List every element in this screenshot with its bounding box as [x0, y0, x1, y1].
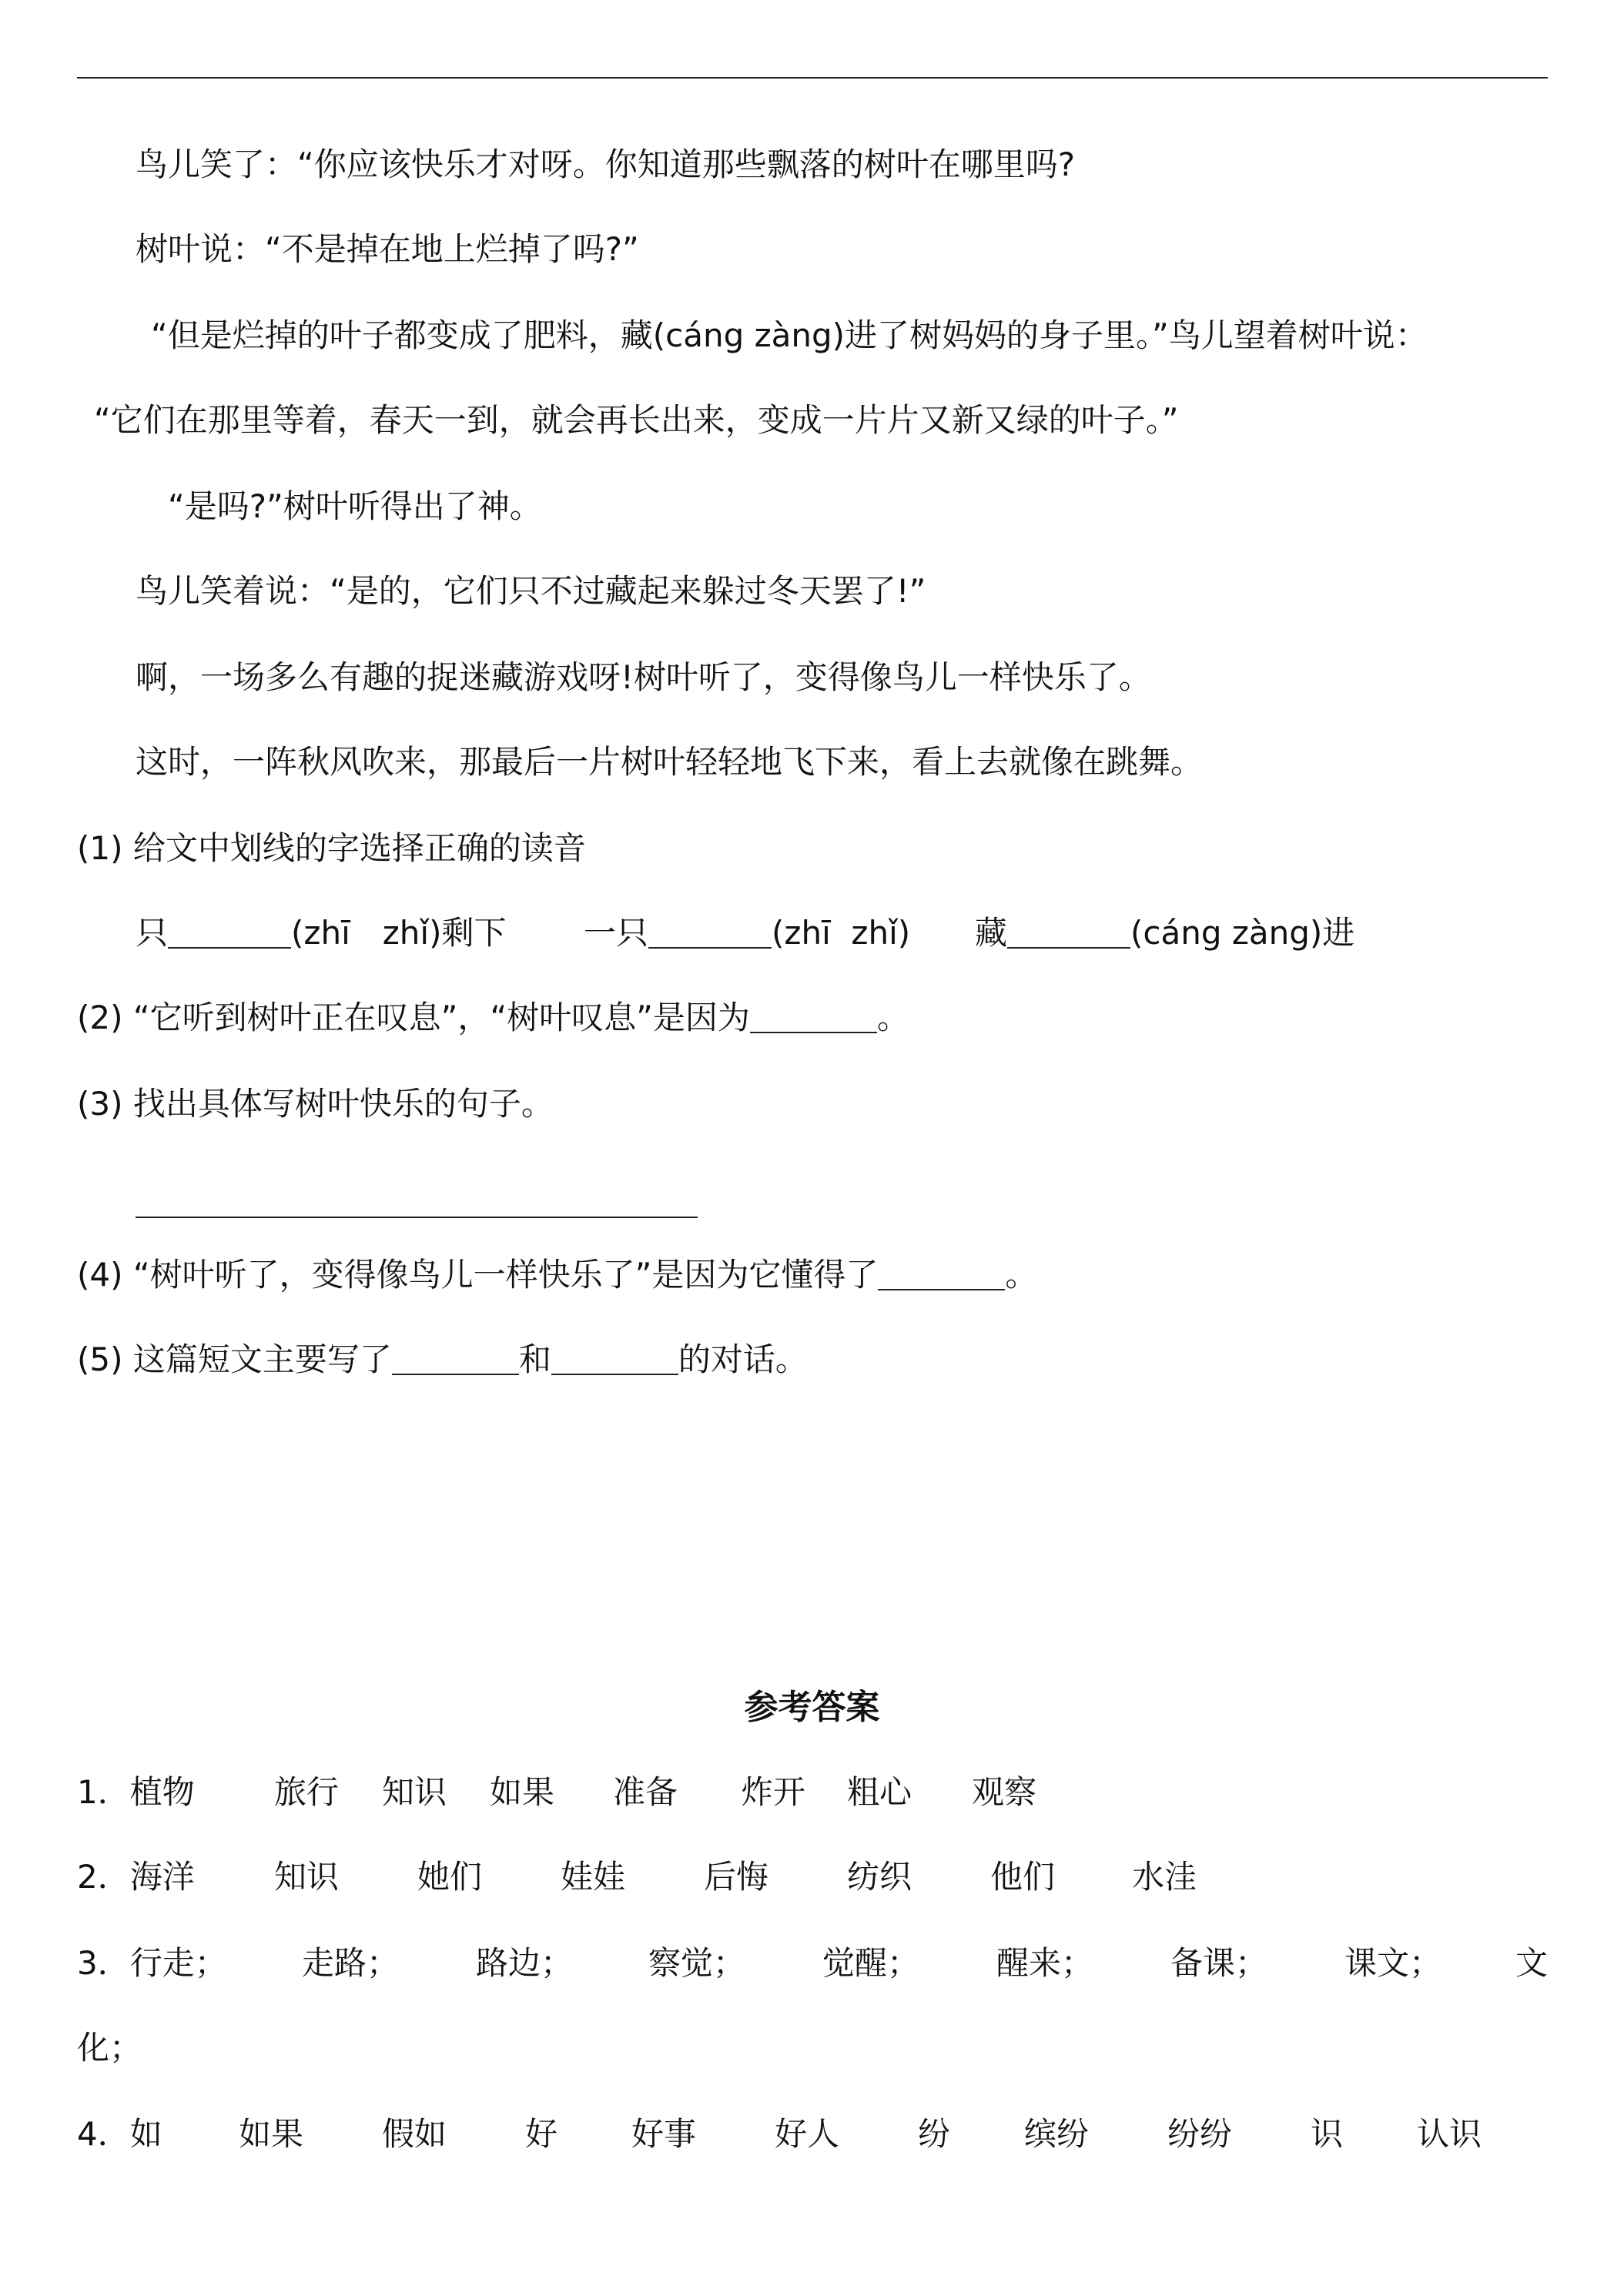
q1-item-2: 一只 (zhī zhǐ) — [584, 914, 911, 952]
answer-blank[interactable] — [878, 1258, 1005, 1290]
story-paragraph-3b: “它们在那里等着，春天一到，就会再长出来，变成一片片又新又绿的叶子。” — [94, 401, 1179, 439]
answer-blank[interactable] — [648, 916, 772, 949]
question-4: (4) “树叶听了，变得像鸟儿一样快乐了”是因为它懂得了 。 — [77, 1256, 1038, 1294]
story-paragraph-6: 啊，一场多么有趣的捉迷藏游戏呀!树叶听了，变得像鸟儿一样快乐了。 — [136, 658, 1151, 696]
answer-blank[interactable] — [392, 1343, 519, 1375]
answer-row-1: 1．植物 旅行 知识 如果 准备 炸开 粗心 观察 — [77, 1773, 1037, 1811]
answer-blank[interactable] — [168, 916, 291, 949]
story-paragraph-3a: “但是烂掉的叶子都变成了肥料，藏(cáng zàng)进了树妈妈的身子里。”鸟儿望着树叶说： — [151, 316, 1428, 354]
story-paragraph-1: 鸟儿笑了：“你应该快乐才对呀。你知道那些飘落的树叶在哪里吗? — [136, 146, 1076, 183]
question-1: (1) 给文中划线的字选择正确的读音 — [77, 829, 586, 867]
question-5: (5) 这篇短文主要写了 和 的对话。 — [77, 1340, 808, 1378]
answer-row-3: 3．行走； 走路； 路边； 察觉； 觉醒； 醒来； 备课； 课文； 文 — [77, 1944, 1549, 1982]
answer-blank[interactable] — [750, 1001, 877, 1033]
answer-blank[interactable] — [551, 1343, 678, 1375]
q1-item-1: 只 (zhī zhǐ)剩下 — [136, 914, 507, 952]
story-paragraph-5: 鸟儿笑着说：“是的，它们只不过藏起来躲过冬天罢了!” — [136, 572, 926, 610]
story-paragraph-4: “是吗?”树叶听得出了神。 — [168, 487, 542, 525]
story-paragraph-7: 这时，一阵秋风吹来，那最后一片树叶轻轻地飞下来，看上去就像在跳舞。 — [136, 743, 1204, 781]
answer-line[interactable] — [136, 1217, 698, 1218]
answer-row-2: 2．海洋 知识 她们 娃娃 后悔 纺织 他们 水洼 — [77, 1858, 1197, 1896]
question-2: (2) “它听到树叶正在叹息”，“树叶叹息”是因为 。 — [77, 999, 909, 1036]
question-3: (3) 找出具体写树叶快乐的句子。 — [77, 1085, 554, 1123]
q1-item-3: 藏 (cáng zàng)进 — [975, 914, 1355, 952]
answer-row-4: 4．如 如果 假如 好 好事 好人 纷 缤纷 纷纷 识 认识 — [77, 2115, 1482, 2153]
answers-title: 参考答案 — [744, 1688, 880, 1727]
header-rule — [77, 77, 1548, 79]
story-paragraph-2: 树叶说：“不是掉在地上烂掉了吗?” — [136, 230, 639, 268]
answer-blank[interactable] — [1007, 916, 1130, 949]
answer-row-3-cont: 化； — [77, 2029, 142, 2067]
